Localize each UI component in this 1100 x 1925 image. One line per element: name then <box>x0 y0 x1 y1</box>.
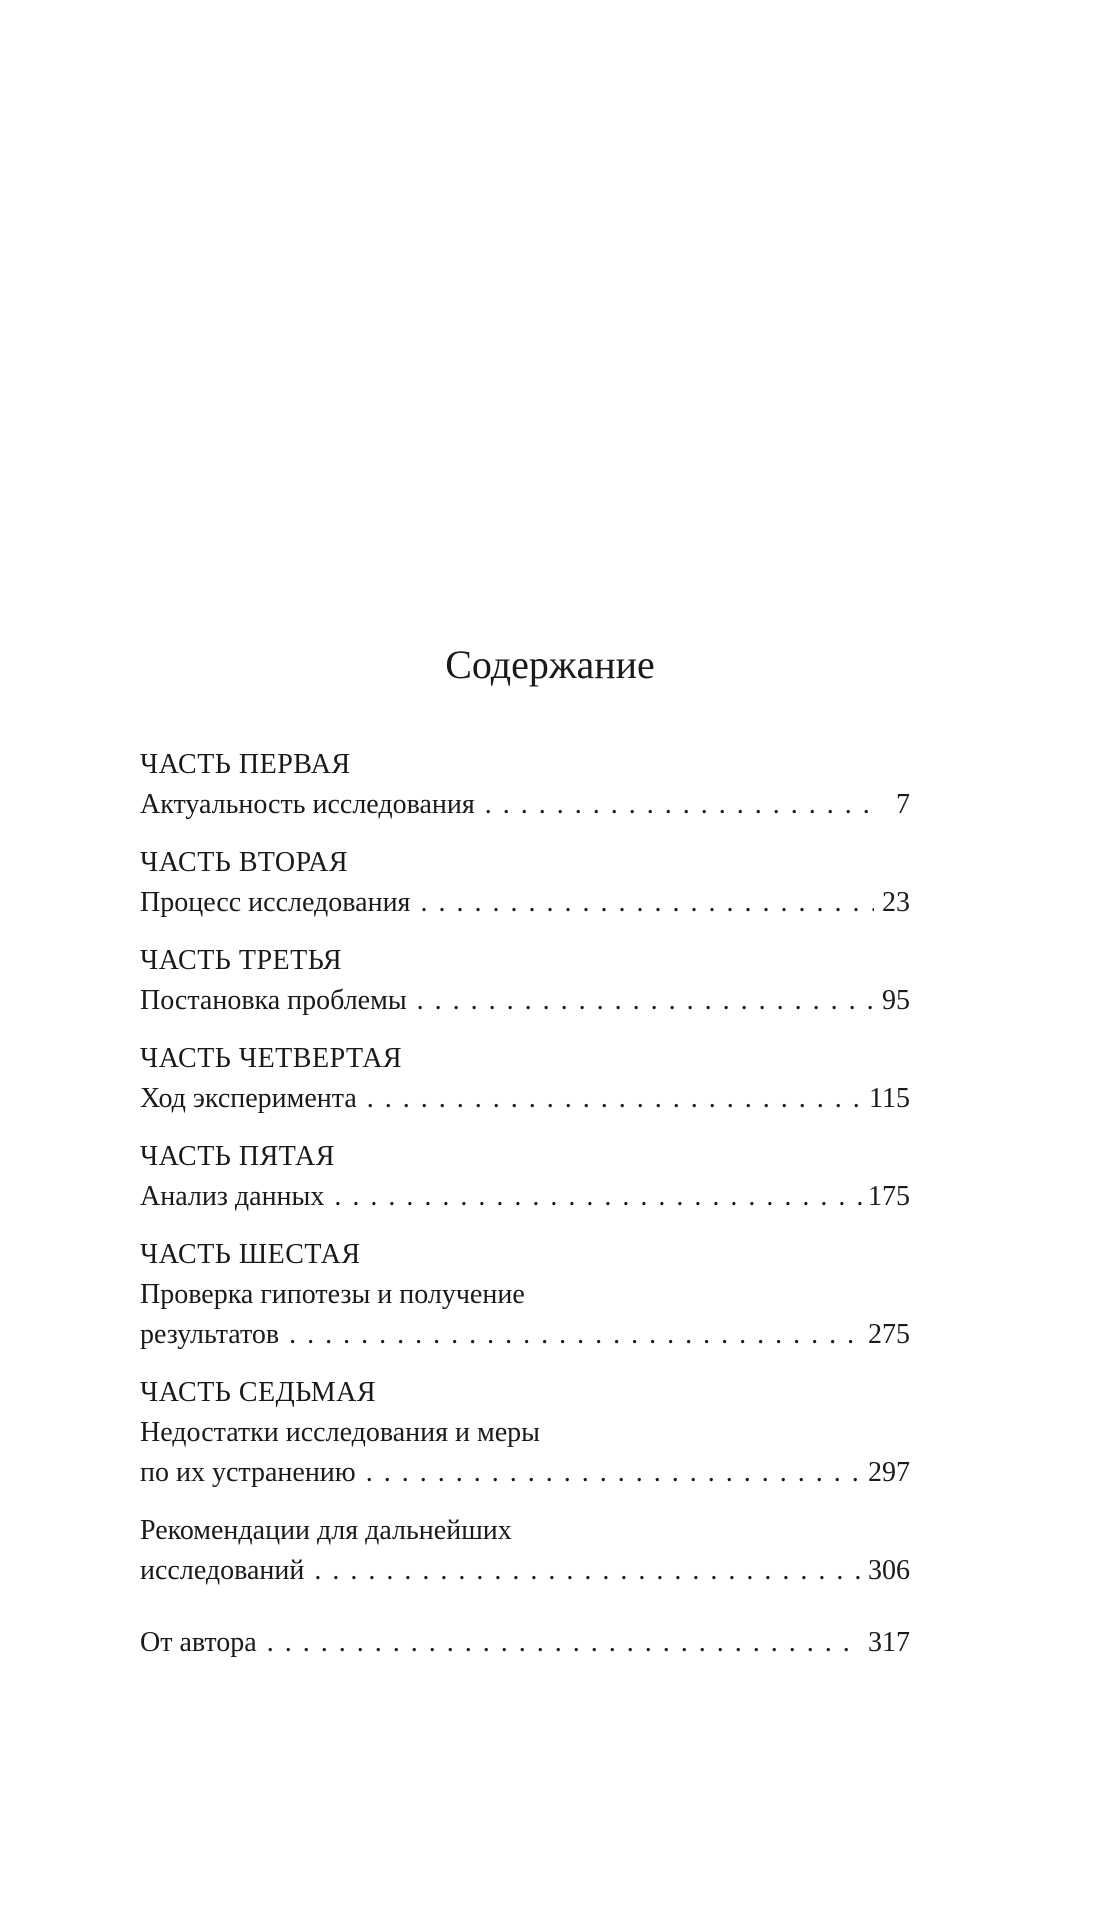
page-number: 317 <box>868 1627 910 1658</box>
page-number: 115 <box>869 1083 910 1114</box>
entry-label: Постановка проблемы <box>140 985 407 1016</box>
toc-section-from-author <box>140 1623 910 1663</box>
dot-leader <box>366 1453 862 1493</box>
toc-section-part-4 <box>140 1039 910 1119</box>
toc-entry[interactable] <box>140 1315 910 1355</box>
page-title: Содержание <box>445 642 655 687</box>
toc-entry[interactable] <box>140 981 910 1021</box>
dot-leader <box>367 1079 863 1119</box>
part-heading: ЧАСТЬ ПЯТАЯ <box>140 1141 335 1172</box>
entry-label: по их устранению <box>140 1457 356 1488</box>
part-heading: ЧАСТЬ ЧЕТВЕРТАЯ <box>140 1043 403 1074</box>
toc-entry[interactable] <box>140 1623 910 1663</box>
toc-entry[interactable] <box>140 785 910 825</box>
page-number: 306 <box>868 1555 910 1586</box>
toc-section-part-6 <box>140 1235 910 1355</box>
entry-label: результатов <box>140 1319 280 1350</box>
toc-entry[interactable] <box>140 1551 910 1591</box>
toc-entry[interactable] <box>140 1453 910 1493</box>
part-heading: ЧАСТЬ ШЕСТАЯ <box>140 1239 361 1270</box>
page-number: 175 <box>868 1181 910 1212</box>
entry-label-line: Рекомендации для дальнейших <box>140 1515 512 1546</box>
entry-label: Актуальность исследования <box>140 789 475 820</box>
dot-leader <box>417 981 874 1021</box>
toc-section-part-3 <box>140 941 910 1021</box>
dot-leader <box>314 1551 862 1591</box>
entry-label-line: Проверка гипотезы и получение <box>140 1279 525 1310</box>
page-number: 275 <box>868 1319 910 1350</box>
toc-entry[interactable] <box>140 883 910 923</box>
entry-label-line: Недостатки исследования и меры <box>140 1417 540 1448</box>
dot-leader <box>485 785 874 825</box>
entry-label: Ход эксперимента <box>140 1083 357 1114</box>
part-heading: ЧАСТЬ ПЕРВАЯ <box>140 749 351 780</box>
page-number: 7 <box>896 789 910 820</box>
page-number: 95 <box>882 985 910 1016</box>
table-of-contents <box>140 745 910 1681</box>
toc-entry[interactable] <box>140 1079 910 1119</box>
page-number: 23 <box>882 887 910 918</box>
page-number: 297 <box>868 1457 910 1488</box>
entry-label: Процесс исследования <box>140 887 411 918</box>
toc-section-part-7 <box>140 1373 910 1493</box>
part-heading: ЧАСТЬ ТРЕТЬЯ <box>140 945 343 976</box>
toc-section-part-1 <box>140 745 910 825</box>
toc-section-part-5 <box>140 1137 910 1217</box>
dot-leader <box>289 1315 862 1355</box>
part-heading: ЧАСТЬ СЕДЬМАЯ <box>140 1377 377 1408</box>
toc-section-recommendations <box>140 1511 910 1591</box>
entry-label: Анализ данных <box>140 1181 325 1212</box>
dot-leader <box>334 1177 862 1217</box>
dot-leader <box>267 1623 862 1663</box>
entry-label: От автора <box>140 1627 257 1658</box>
toc-section-part-2 <box>140 843 910 923</box>
toc-entry[interactable] <box>140 1177 910 1217</box>
dot-leader <box>420 883 874 923</box>
entry-label: исследований <box>140 1555 305 1586</box>
part-heading: ЧАСТЬ ВТОРАЯ <box>140 847 349 878</box>
